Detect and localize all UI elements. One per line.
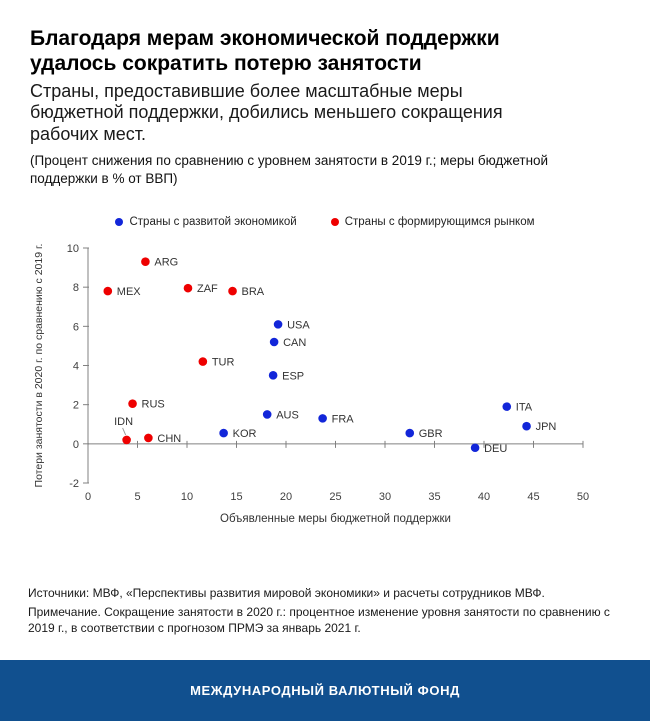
point-label-ARG: ARG: [154, 256, 179, 269]
chart-legend: [0, 216, 650, 228]
page-subtitle: Страны, предоставившие более масштабные меры бюджетной поддержки, добились меньшего сокращения рабочих мест.: [30, 80, 503, 145]
data-point-ARG: [141, 257, 150, 266]
point-label-BRA: BRA: [241, 286, 265, 299]
x-tick-label: 30: [378, 491, 392, 503]
data-point-DEU: [471, 443, 480, 452]
data-point-IDN: [122, 436, 131, 445]
note-text: Примечание. Сокращение занятости в 2020 г.: процентное изменение уровня занятости по сравнению с 2019 г., в соответствии с прогнозом ПРМЭ за январь 2021 г.: [28, 604, 610, 635]
data-point-FRA: [318, 414, 327, 423]
x-tick-label: 45: [527, 491, 540, 503]
data-point-USA: [274, 320, 283, 329]
x-tick-label: 0: [84, 491, 92, 503]
legend-label-advanced: Страны с развитой экономикой: [129, 216, 297, 228]
point-label-TUR: TUR: [211, 356, 235, 369]
data-point-AUS: [263, 410, 272, 419]
imf-footer-bar: [0, 660, 650, 721]
point-label-GBR: GBR: [418, 428, 443, 441]
data-point-CHN: [144, 434, 153, 443]
legend-dot-emerging-icon: [331, 218, 339, 226]
footnotes-block: [28, 586, 634, 639]
y-tick-label: 8: [72, 282, 79, 295]
x-tick-label: 20: [279, 491, 293, 503]
point-label-ZAF: ZAF: [196, 283, 218, 296]
data-point-RUS: [128, 399, 137, 408]
point-label-ESP: ESP: [282, 370, 305, 383]
legend-item-advanced: [115, 216, 296, 228]
point-label-AUS: AUS: [276, 409, 299, 422]
x-tick-label: 5: [134, 491, 141, 503]
legend-dot-advanced-icon: [115, 218, 123, 226]
x-tick-label: 35: [428, 491, 441, 503]
y-axis-title: Потери занятости в 2020 г. по сравнению с 2019 г.: [33, 243, 45, 488]
x-tick-label: 50: [576, 491, 590, 503]
point-label-KOR: KOR: [232, 428, 257, 441]
legend-item-emerging: [331, 216, 535, 228]
data-point-ITA: [502, 402, 511, 411]
point-label-CAN: CAN: [283, 337, 307, 349]
data-point-KOR: [219, 429, 228, 438]
data-point-TUR: [199, 357, 208, 366]
y-tick-label: 10: [66, 243, 79, 255]
point-label-FRA: FRA: [331, 413, 354, 426]
point-label-MEX: MEX: [116, 286, 141, 299]
imf-footer-label: МЕЖДУНАРОДНЫЙ ВАЛЮТНЫЙ ФОНД: [190, 683, 460, 698]
data-point-MEX: [104, 287, 113, 296]
point-label-IDN: IDN: [114, 415, 134, 428]
x-axis-title: Объявленные меры бюджетной поддержки: [220, 513, 451, 525]
y-tick-label: -2: [69, 478, 79, 490]
point-label-ITA: ITA: [515, 401, 533, 414]
data-point-ZAF: [184, 284, 193, 293]
y-tick-label: 6: [72, 321, 79, 334]
data-point-BRA: [228, 287, 237, 296]
x-tick-label: 40: [477, 491, 491, 503]
x-tick-label: 10: [180, 491, 194, 503]
y-tick-label: 0: [72, 438, 79, 451]
y-tick-label: 4: [72, 360, 79, 373]
data-point-ESP: [269, 371, 278, 380]
data-point-GBR: [405, 429, 414, 438]
data-point-CAN: [270, 338, 279, 347]
point-label-RUS: RUS: [141, 398, 165, 411]
scatter-chart: [0, 238, 650, 538]
point-label-USA: USA: [287, 319, 310, 332]
title-block: [30, 27, 610, 187]
x-tick-label: 15: [230, 491, 243, 503]
point-label-JPN: JPN: [535, 421, 557, 434]
unit-note: (Процент снижения по сравнению с уровнем занятости в 2019 г.; меры бюджетной поддержки в % от ВВП): [30, 153, 549, 186]
sources-text: Источники: МВФ, «Перспективы развития мировой экономики» и расчеты сотрудников МВФ.: [28, 586, 545, 600]
x-tick-label: 25: [329, 491, 342, 503]
legend-label-emerging: Страны с формирующимся рынком: [344, 216, 535, 228]
page-title: Благодаря мерам экономической поддержки удалось сократить потерю занятости: [30, 27, 500, 75]
data-point-JPN: [522, 422, 531, 431]
label-leader-line: [123, 428, 126, 435]
y-tick-label: 2: [72, 399, 79, 412]
point-label-CHN: CHN: [157, 432, 182, 445]
point-label-DEU: DEU: [484, 442, 508, 455]
